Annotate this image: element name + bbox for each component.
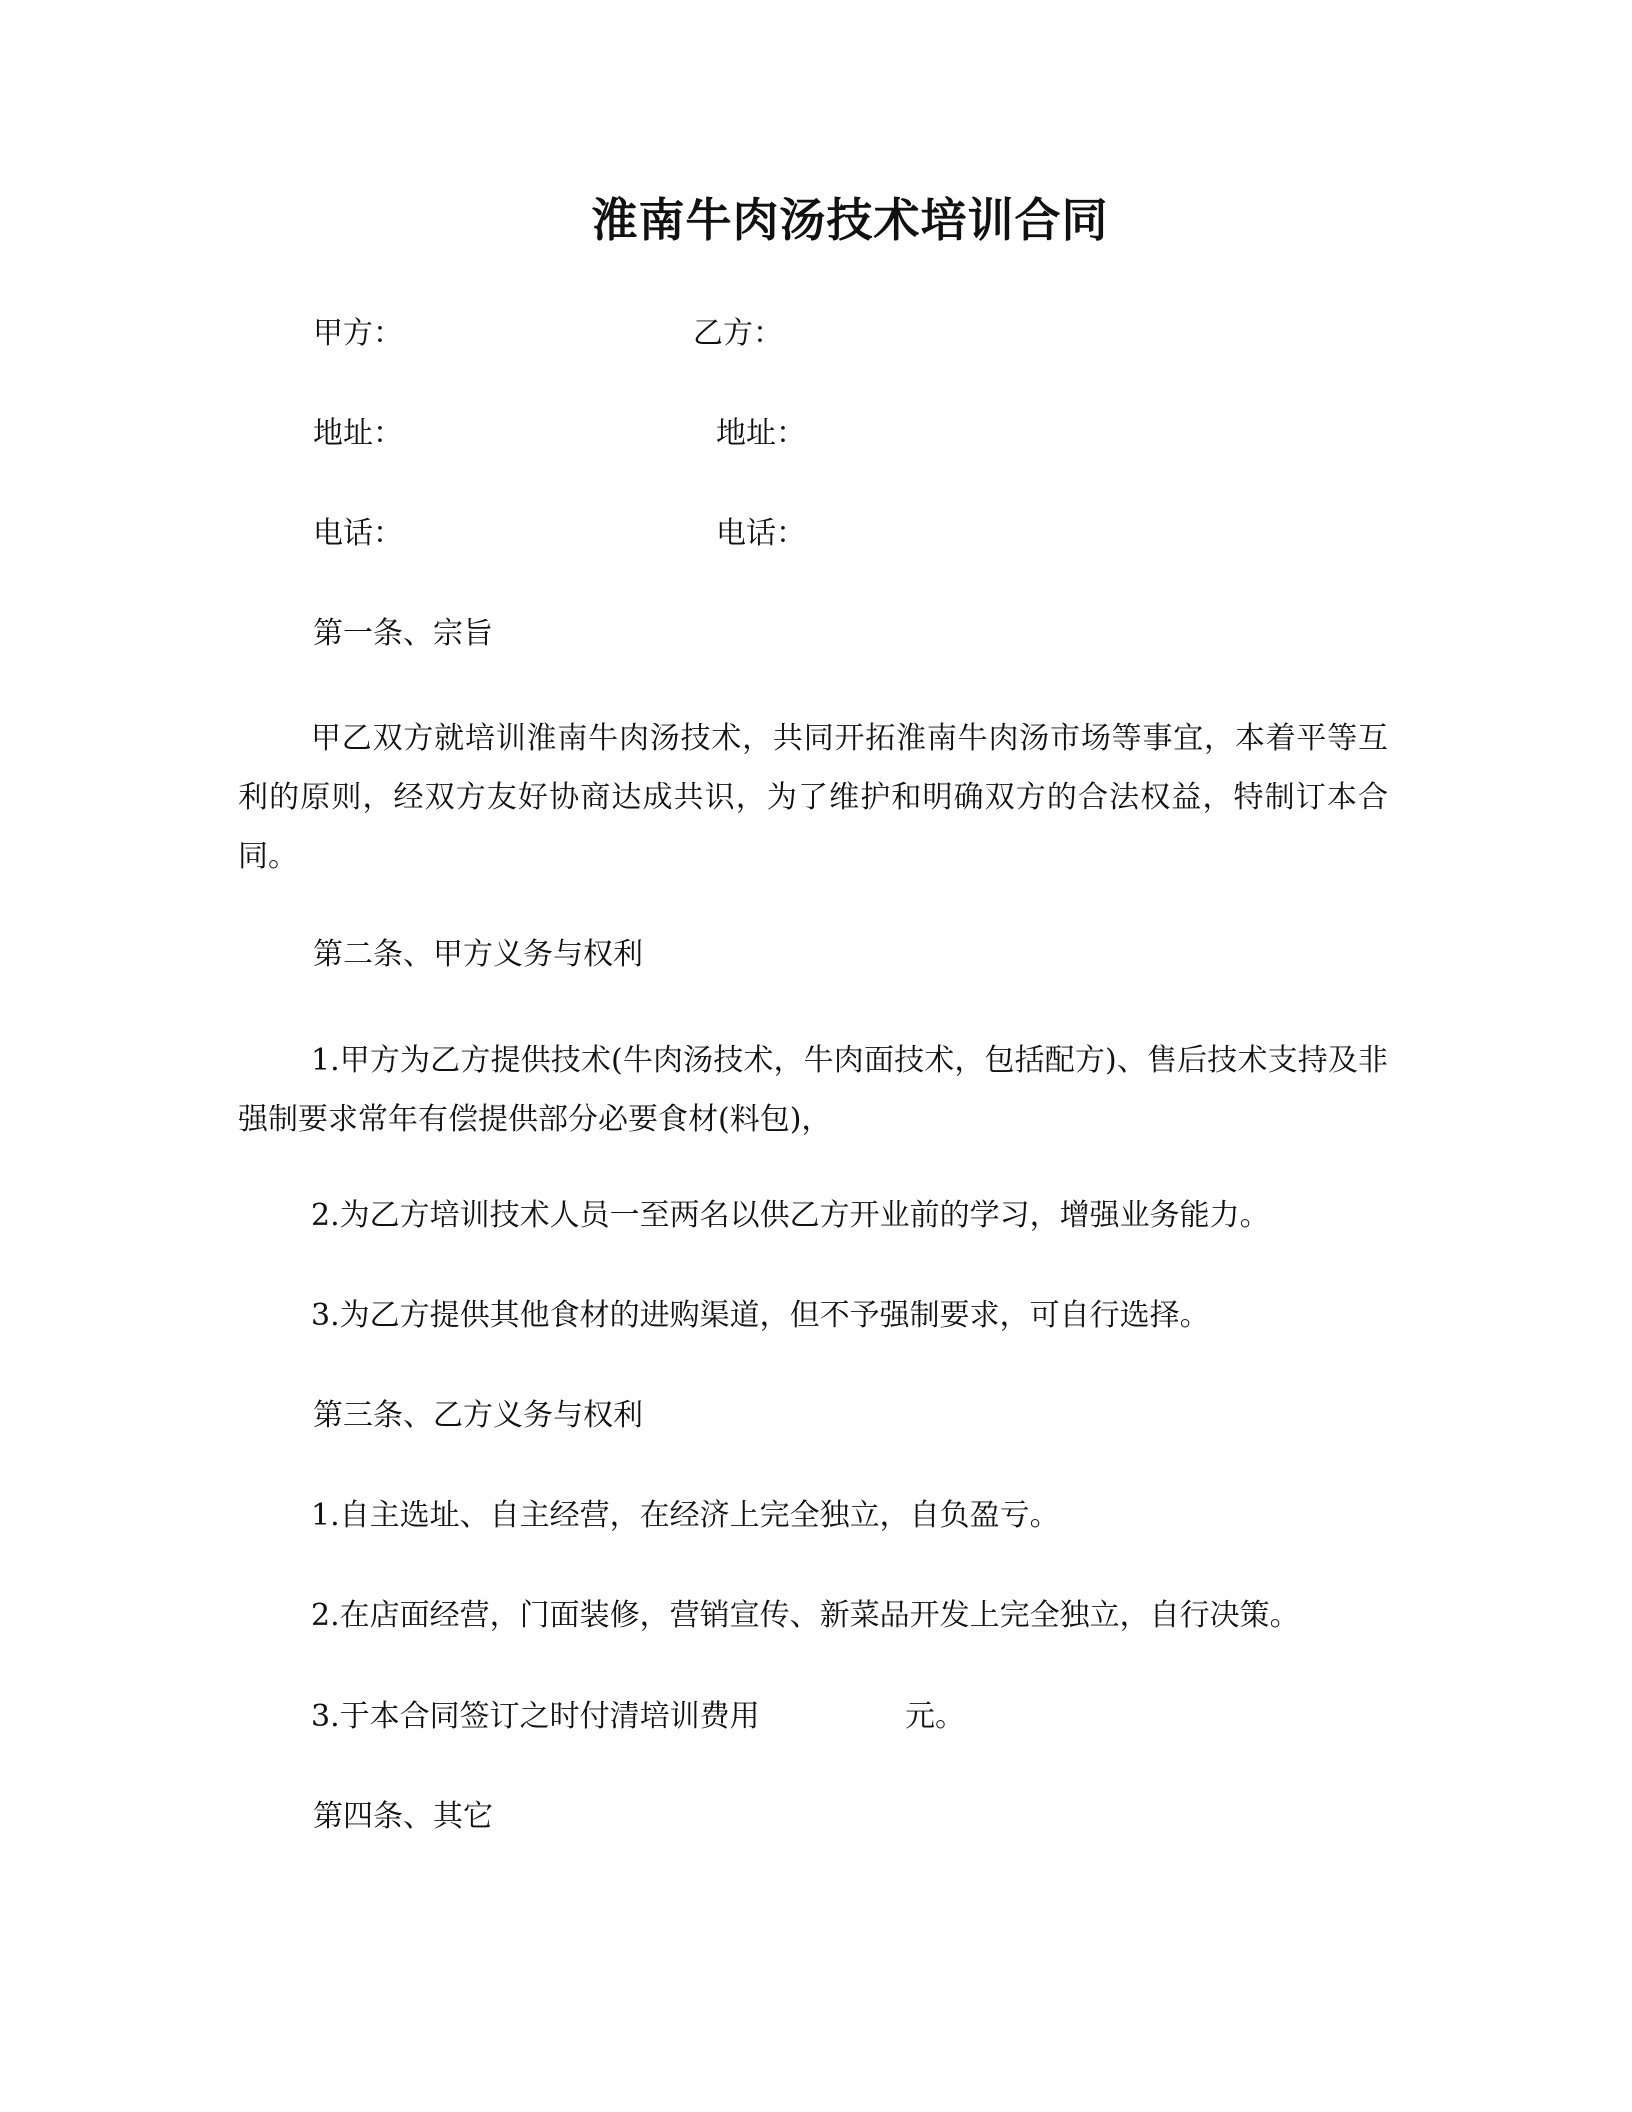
phone-b-label: 电话： [716,516,806,551]
document-title: 淮南牛肉汤技术培训合同 [591,193,1109,247]
article-2-heading: 第二条、甲方义务与权利 [313,937,643,972]
party-a-label: 甲方： [313,316,403,351]
phone-a-label: 电话： [313,516,403,551]
address-a-label: 地址： [313,416,403,451]
article-3-item-1: 1.自主选址、自主经营，在经济上完全独立，自负盈亏。 [311,1498,1060,1533]
article-1-heading: 第一条、宗旨 [313,616,493,651]
article-2-item-2: 2.为乙方培训技术人员一至两名以供乙方开业前的学习，增强业务能力。 [311,1198,1270,1233]
article-2-item-3: 3.为乙方提供其他食材的进购渠道，但不予强制要求，可自行选择。 [311,1298,1210,1333]
article-3-item-3-suffix: 元。 [905,1699,965,1734]
article-1-body: 甲乙双方就培训淮南牛肉汤技术，共同开拓淮南牛肉汤市场等事宜，本着平等互利的原则，经双方友好协商达成共识，为了维护和明确双方的合法权益，特制订本合同。 [238,721,1388,874]
party-b-label: 乙方： [693,316,783,351]
article-3-item-2: 2.在店面经营，门面装修，营销宣传、新菜品开发上完全独立，自行决策。 [311,1598,1300,1633]
address-b-label: 地址： [716,416,806,451]
article-4-heading: 第四条、其它 [313,1799,493,1834]
article-3-heading: 第三条、乙方义务与权利 [313,1398,643,1433]
article-2-item-1: 1.甲方为乙方提供技术(牛肉汤技术，牛肉面技术，包括配方)、售后技术支持及非强制要求常年有偿提供部分必要食材(料包)， [238,1043,1388,1137]
article-3-item-3-prefix: 3.于本合同签订之时付清培训费用 [311,1699,760,1734]
